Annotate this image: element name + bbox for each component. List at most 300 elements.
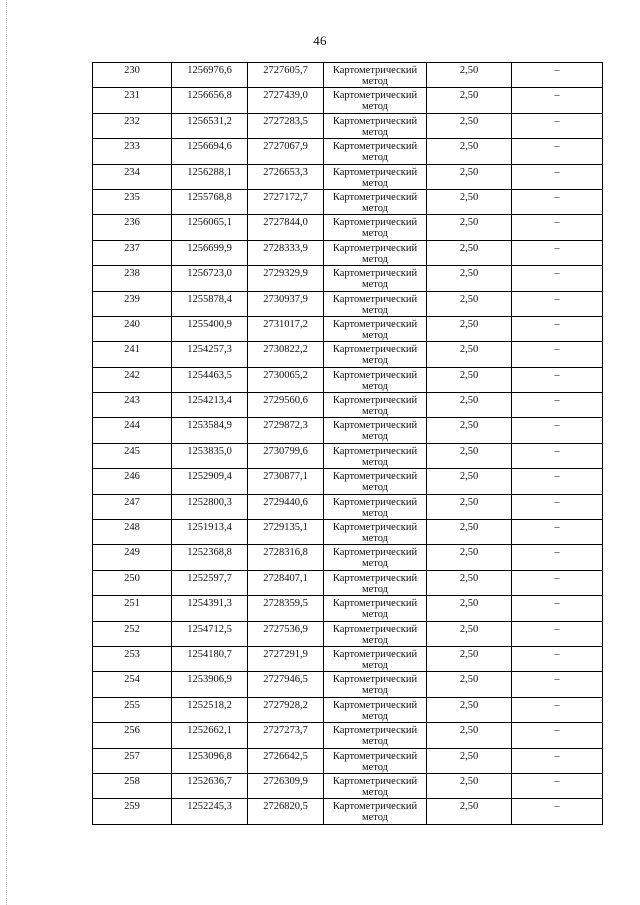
accuracy-cell-text: 2,50: [459, 572, 479, 584]
x-coordinate-cell: [172, 164, 248, 189]
point-number-cell-text: 257: [124, 750, 140, 762]
x-coordinate-cell: [172, 88, 248, 113]
point-number-cell-text: 253: [124, 648, 140, 660]
table-row: [93, 139, 603, 164]
table-row: [93, 367, 603, 392]
table-row: [93, 240, 603, 265]
point-number-cell: [93, 443, 172, 468]
point-number-cell-text: 255: [124, 699, 140, 711]
point-number-cell-text: 241: [124, 344, 140, 356]
table-row: [93, 570, 603, 595]
note-cell-text: –: [554, 217, 560, 229]
accuracy-cell-text: 2,50: [459, 293, 479, 305]
y-coordinate-cell: [248, 316, 324, 341]
point-number-cell: [93, 545, 172, 570]
note-cell-text: –: [554, 318, 560, 330]
accuracy-cell: [427, 672, 512, 697]
table-row: [93, 596, 603, 621]
method-cell-text: Картометрический метод: [332, 115, 418, 138]
x-coordinate-cell: [172, 570, 248, 595]
table-row: [93, 88, 603, 113]
table-row: [93, 621, 603, 646]
accuracy-cell-text: 2,50: [459, 395, 479, 407]
method-cell-text: Картометрический метод: [332, 420, 418, 443]
x-coordinate-cell-text: 1256065,1: [187, 217, 232, 229]
x-coordinate-cell-text: 1253835,0: [187, 445, 232, 457]
note-cell-text: –: [554, 395, 560, 407]
note-cell: [512, 621, 603, 646]
point-number-cell: [93, 596, 172, 621]
point-number-cell: [93, 342, 172, 367]
point-number-cell: [93, 393, 172, 418]
table-row: [93, 113, 603, 138]
note-cell-text: –: [554, 141, 560, 153]
accuracy-cell-text: 2,50: [459, 725, 479, 737]
note-cell: [512, 367, 603, 392]
note-cell-text: –: [554, 801, 560, 813]
x-coordinate-cell-text: 1256699,9: [187, 242, 232, 254]
method-cell: [324, 316, 427, 341]
point-number-cell-text: 254: [124, 674, 140, 686]
y-coordinate-cell-text: 2727439,0: [263, 90, 308, 102]
accuracy-cell: [427, 113, 512, 138]
y-coordinate-cell-text: 2727172,7: [263, 191, 308, 203]
note-cell-text: –: [554, 522, 560, 534]
x-coordinate-cell: [172, 139, 248, 164]
point-number-cell: [93, 266, 172, 291]
accuracy-cell-text: 2,50: [459, 318, 479, 330]
y-coordinate-cell-text: 2728333,9: [263, 242, 308, 254]
method-cell-text: Картометрический метод: [332, 750, 418, 773]
method-cell: [324, 189, 427, 214]
accuracy-cell: [427, 88, 512, 113]
note-cell-text: –: [554, 775, 560, 787]
method-cell: [324, 748, 427, 773]
method-cell: [324, 596, 427, 621]
point-number-cell: [93, 291, 172, 316]
table-row: [93, 646, 603, 671]
y-coordinate-cell-text: 2727605,7: [263, 65, 308, 76]
accuracy-cell: [427, 63, 512, 88]
y-coordinate-cell: [248, 63, 324, 88]
table-row: [93, 63, 603, 88]
note-cell: [512, 139, 603, 164]
x-coordinate-cell: [172, 418, 248, 443]
note-cell: [512, 240, 603, 265]
point-number-cell: [93, 367, 172, 392]
point-number-cell: [93, 494, 172, 519]
method-cell: [324, 418, 427, 443]
y-coordinate-cell-text: 2729560,6: [263, 395, 308, 407]
point-number-cell: [93, 469, 172, 494]
y-coordinate-cell-text: 2726820,5: [263, 801, 308, 813]
note-cell: [512, 291, 603, 316]
accuracy-cell-text: 2,50: [459, 648, 479, 660]
note-cell-text: –: [554, 166, 560, 178]
note-cell: [512, 494, 603, 519]
point-number-cell-text: 231: [124, 90, 140, 102]
y-coordinate-cell-text: 2730877,1: [263, 471, 308, 483]
y-coordinate-cell-text: 2727946,5: [263, 674, 308, 686]
note-cell-text: –: [554, 598, 560, 610]
table-row: [93, 494, 603, 519]
point-number-cell: [93, 672, 172, 697]
method-cell-text: Картометрический метод: [332, 141, 418, 164]
x-coordinate-cell: [172, 621, 248, 646]
accuracy-cell-text: 2,50: [459, 496, 479, 508]
method-cell-text: Картометрический метод: [332, 217, 418, 240]
y-coordinate-cell-text: 2731017,2: [263, 318, 308, 330]
point-number-cell: [93, 189, 172, 214]
point-number-cell-text: 251: [124, 598, 140, 610]
x-coordinate-cell: [172, 113, 248, 138]
note-cell-text: –: [554, 750, 560, 762]
note-cell: [512, 570, 603, 595]
table-row: [93, 443, 603, 468]
point-number-cell-text: 234: [124, 166, 140, 178]
y-coordinate-cell-text: 2727273,7: [263, 725, 308, 737]
table-row: [93, 393, 603, 418]
accuracy-cell-text: 2,50: [459, 801, 479, 813]
x-coordinate-cell-text: 1254391,3: [187, 598, 232, 610]
point-number-cell-text: 249: [124, 547, 140, 559]
note-cell: [512, 646, 603, 671]
x-coordinate-cell-text: 1252368,8: [187, 547, 232, 559]
method-cell-text: Картометрический метод: [332, 318, 418, 341]
scan-margin-line: [6, 0, 7, 905]
accuracy-cell: [427, 215, 512, 240]
accuracy-cell-text: 2,50: [459, 471, 479, 483]
method-cell-text: Картометрический метод: [332, 90, 418, 113]
note-cell-text: –: [554, 623, 560, 635]
x-coordinate-cell-text: 1255768,8: [187, 191, 232, 203]
table-row: [93, 672, 603, 697]
method-cell-text: Картометрический метод: [332, 572, 418, 595]
y-coordinate-cell-text: 2730799,6: [263, 445, 308, 457]
y-coordinate-cell-text: 2730065,2: [263, 369, 308, 381]
coordinates-table: [92, 62, 603, 825]
method-cell: [324, 494, 427, 519]
y-coordinate-cell: [248, 164, 324, 189]
method-cell: [324, 723, 427, 748]
y-coordinate-cell-text: 2729329,9: [263, 268, 308, 280]
point-number-cell-text: 232: [124, 115, 140, 127]
point-number-cell: [93, 646, 172, 671]
method-cell: [324, 545, 427, 570]
table-row: [93, 164, 603, 189]
accuracy-cell: [427, 799, 512, 824]
accuracy-cell: [427, 367, 512, 392]
method-cell: [324, 773, 427, 798]
point-number-cell-text: 242: [124, 369, 140, 381]
method-cell: [324, 113, 427, 138]
method-cell: [324, 88, 427, 113]
table-row: [93, 316, 603, 341]
x-coordinate-cell-text: 1252800,3: [187, 496, 232, 508]
method-cell: [324, 443, 427, 468]
point-number-cell-text: 245: [124, 445, 140, 457]
y-coordinate-cell: [248, 113, 324, 138]
y-coordinate-cell: [248, 342, 324, 367]
accuracy-cell-text: 2,50: [459, 445, 479, 457]
accuracy-cell-text: 2,50: [459, 191, 479, 203]
point-number-cell: [93, 215, 172, 240]
note-cell: [512, 469, 603, 494]
method-cell: [324, 469, 427, 494]
y-coordinate-cell: [248, 697, 324, 722]
note-cell: [512, 164, 603, 189]
y-coordinate-cell: [248, 266, 324, 291]
point-number-cell: [93, 63, 172, 88]
y-coordinate-cell-text: 2727844,0: [263, 217, 308, 229]
accuracy-cell: [427, 596, 512, 621]
accuracy-cell-text: 2,50: [459, 699, 479, 711]
note-cell: [512, 596, 603, 621]
method-cell: [324, 646, 427, 671]
x-coordinate-cell: [172, 748, 248, 773]
y-coordinate-cell-text: 2727283,5: [263, 115, 308, 127]
accuracy-cell-text: 2,50: [459, 420, 479, 432]
y-coordinate-cell: [248, 443, 324, 468]
note-cell-text: –: [554, 445, 560, 457]
coordinates-table-body: [93, 63, 603, 825]
accuracy-cell: [427, 748, 512, 773]
y-coordinate-cell: [248, 189, 324, 214]
accuracy-cell: [427, 697, 512, 722]
method-cell: [324, 215, 427, 240]
method-cell: [324, 342, 427, 367]
table-row: [93, 342, 603, 367]
point-number-cell: [93, 723, 172, 748]
accuracy-cell: [427, 240, 512, 265]
table-row: [93, 266, 603, 291]
y-coordinate-cell: [248, 469, 324, 494]
x-coordinate-cell-text: 1256723,0: [187, 268, 232, 280]
method-cell: [324, 266, 427, 291]
accuracy-cell: [427, 443, 512, 468]
x-coordinate-cell: [172, 469, 248, 494]
y-coordinate-cell: [248, 748, 324, 773]
note-cell-text: –: [554, 369, 560, 381]
method-cell-text: Картометрический метод: [332, 623, 418, 646]
y-coordinate-cell: [248, 215, 324, 240]
accuracy-cell: [427, 189, 512, 214]
note-cell: [512, 418, 603, 443]
x-coordinate-cell-text: 1256976,6: [187, 65, 232, 76]
accuracy-cell-text: 2,50: [459, 369, 479, 381]
y-coordinate-cell-text: 2726642,5: [263, 750, 308, 762]
accuracy-cell-text: 2,50: [459, 268, 479, 280]
accuracy-cell-text: 2,50: [459, 166, 479, 178]
y-coordinate-cell: [248, 672, 324, 697]
method-cell-text: Картометрический метод: [332, 369, 418, 392]
table-row: [93, 545, 603, 570]
note-cell-text: –: [554, 115, 560, 127]
accuracy-cell: [427, 469, 512, 494]
y-coordinate-cell: [248, 494, 324, 519]
accuracy-cell: [427, 393, 512, 418]
note-cell-text: –: [554, 648, 560, 660]
table-row: [93, 469, 603, 494]
x-coordinate-cell-text: 1256531,2: [187, 115, 232, 127]
x-coordinate-cell: [172, 672, 248, 697]
y-coordinate-cell: [248, 621, 324, 646]
method-cell: [324, 63, 427, 88]
y-coordinate-cell: [248, 240, 324, 265]
accuracy-cell: [427, 520, 512, 545]
y-coordinate-cell: [248, 545, 324, 570]
method-cell-text: Картометрический метод: [332, 191, 418, 214]
accuracy-cell-text: 2,50: [459, 547, 479, 559]
accuracy-cell: [427, 570, 512, 595]
table-row: [93, 723, 603, 748]
y-coordinate-cell-text: 2727291,9: [263, 648, 308, 660]
table-row: [93, 748, 603, 773]
point-number-cell: [93, 88, 172, 113]
note-cell: [512, 63, 603, 88]
method-cell-text: Картометрический метод: [332, 598, 418, 621]
note-cell-text: –: [554, 344, 560, 356]
note-cell-text: –: [554, 242, 560, 254]
method-cell: [324, 393, 427, 418]
point-number-cell: [93, 773, 172, 798]
point-number-cell: [93, 240, 172, 265]
method-cell: [324, 570, 427, 595]
y-coordinate-cell-text: 2729135,1: [263, 522, 308, 534]
accuracy-cell: [427, 494, 512, 519]
note-cell: [512, 697, 603, 722]
method-cell-text: Картометрический метод: [332, 496, 418, 519]
note-cell: [512, 520, 603, 545]
y-coordinate-cell: [248, 723, 324, 748]
point-number-cell: [93, 139, 172, 164]
x-coordinate-cell-text: 1254712,5: [187, 623, 232, 635]
x-coordinate-cell-text: 1254213,4: [187, 395, 232, 407]
method-cell-text: Картометрический метод: [332, 699, 418, 722]
method-cell-text: Картометрический метод: [332, 65, 418, 87]
method-cell: [324, 799, 427, 824]
point-number-cell-text: 238: [124, 268, 140, 280]
method-cell-text: Картометрический метод: [332, 344, 418, 367]
note-cell-text: –: [554, 471, 560, 483]
x-coordinate-cell: [172, 342, 248, 367]
note-cell: [512, 113, 603, 138]
x-coordinate-cell: [172, 316, 248, 341]
note-cell-text: –: [554, 725, 560, 737]
method-cell: [324, 697, 427, 722]
note-cell: [512, 799, 603, 824]
x-coordinate-cell: [172, 63, 248, 88]
point-number-cell-text: 243: [124, 395, 140, 407]
accuracy-cell-text: 2,50: [459, 522, 479, 534]
method-cell: [324, 672, 427, 697]
y-coordinate-cell-text: 2730822,2: [263, 344, 308, 356]
note-cell-text: –: [554, 90, 560, 102]
x-coordinate-cell-text: 1252909,4: [187, 471, 232, 483]
accuracy-cell: [427, 773, 512, 798]
y-coordinate-cell: [248, 88, 324, 113]
note-cell-text: –: [554, 65, 560, 76]
method-cell: [324, 139, 427, 164]
x-coordinate-cell-text: 1255878,4: [187, 293, 232, 305]
x-coordinate-cell: [172, 291, 248, 316]
point-number-cell-text: 259: [124, 801, 140, 813]
accuracy-cell-text: 2,50: [459, 598, 479, 610]
point-number-cell-text: 237: [124, 242, 140, 254]
method-cell-text: Картометрический метод: [332, 674, 418, 697]
point-number-cell-text: 236: [124, 217, 140, 229]
x-coordinate-cell: [172, 189, 248, 214]
y-coordinate-cell: [248, 139, 324, 164]
note-cell: [512, 393, 603, 418]
x-coordinate-cell-text: 1252662,1: [187, 725, 232, 737]
x-coordinate-cell-text: 1251913,4: [187, 522, 232, 534]
page-number: 46: [313, 33, 327, 48]
note-cell-text: –: [554, 191, 560, 203]
x-coordinate-cell: [172, 240, 248, 265]
point-number-cell: [93, 520, 172, 545]
accuracy-cell: [427, 723, 512, 748]
method-cell-text: Картометрический метод: [332, 775, 418, 798]
note-cell: [512, 189, 603, 214]
x-coordinate-cell: [172, 545, 248, 570]
y-coordinate-cell-text: 2728407,1: [263, 572, 308, 584]
method-cell: [324, 621, 427, 646]
x-coordinate-cell: [172, 646, 248, 671]
y-coordinate-cell: [248, 291, 324, 316]
note-cell-text: –: [554, 547, 560, 559]
x-coordinate-cell-text: 1252245,3: [187, 801, 232, 813]
method-cell: [324, 367, 427, 392]
accuracy-cell-text: 2,50: [459, 115, 479, 127]
x-coordinate-cell: [172, 215, 248, 240]
y-coordinate-cell: [248, 596, 324, 621]
note-cell: [512, 773, 603, 798]
y-coordinate-cell-text: 2727067,9: [263, 141, 308, 153]
method-cell-text: Картометрический метод: [332, 445, 418, 468]
point-number-cell: [93, 799, 172, 824]
x-coordinate-cell-text: 1252636,7: [187, 775, 232, 787]
accuracy-cell: [427, 342, 512, 367]
note-cell: [512, 545, 603, 570]
table-row: [93, 418, 603, 443]
y-coordinate-cell: [248, 570, 324, 595]
method-cell: [324, 240, 427, 265]
table-row: [93, 773, 603, 798]
point-number-cell: [93, 418, 172, 443]
y-coordinate-cell: [248, 367, 324, 392]
note-cell-text: –: [554, 268, 560, 280]
method-cell-text: Картометрический метод: [332, 725, 418, 748]
point-number-cell-text: 230: [124, 65, 140, 76]
point-number-cell: [93, 316, 172, 341]
note-cell: [512, 723, 603, 748]
point-number-cell: [93, 570, 172, 595]
y-coordinate-cell-text: 2729872,3: [263, 420, 308, 432]
point-number-cell-text: 235: [124, 191, 140, 203]
accuracy-cell-text: 2,50: [459, 141, 479, 153]
y-coordinate-cell: [248, 393, 324, 418]
y-coordinate-cell-text: 2727536,9: [263, 623, 308, 635]
point-number-cell: [93, 621, 172, 646]
note-cell: [512, 443, 603, 468]
x-coordinate-cell-text: 1256694,6: [187, 141, 232, 153]
x-coordinate-cell-text: 1256656,8: [187, 90, 232, 102]
x-coordinate-cell: [172, 596, 248, 621]
table-row: [93, 520, 603, 545]
y-coordinate-cell: [248, 520, 324, 545]
accuracy-cell-text: 2,50: [459, 242, 479, 254]
